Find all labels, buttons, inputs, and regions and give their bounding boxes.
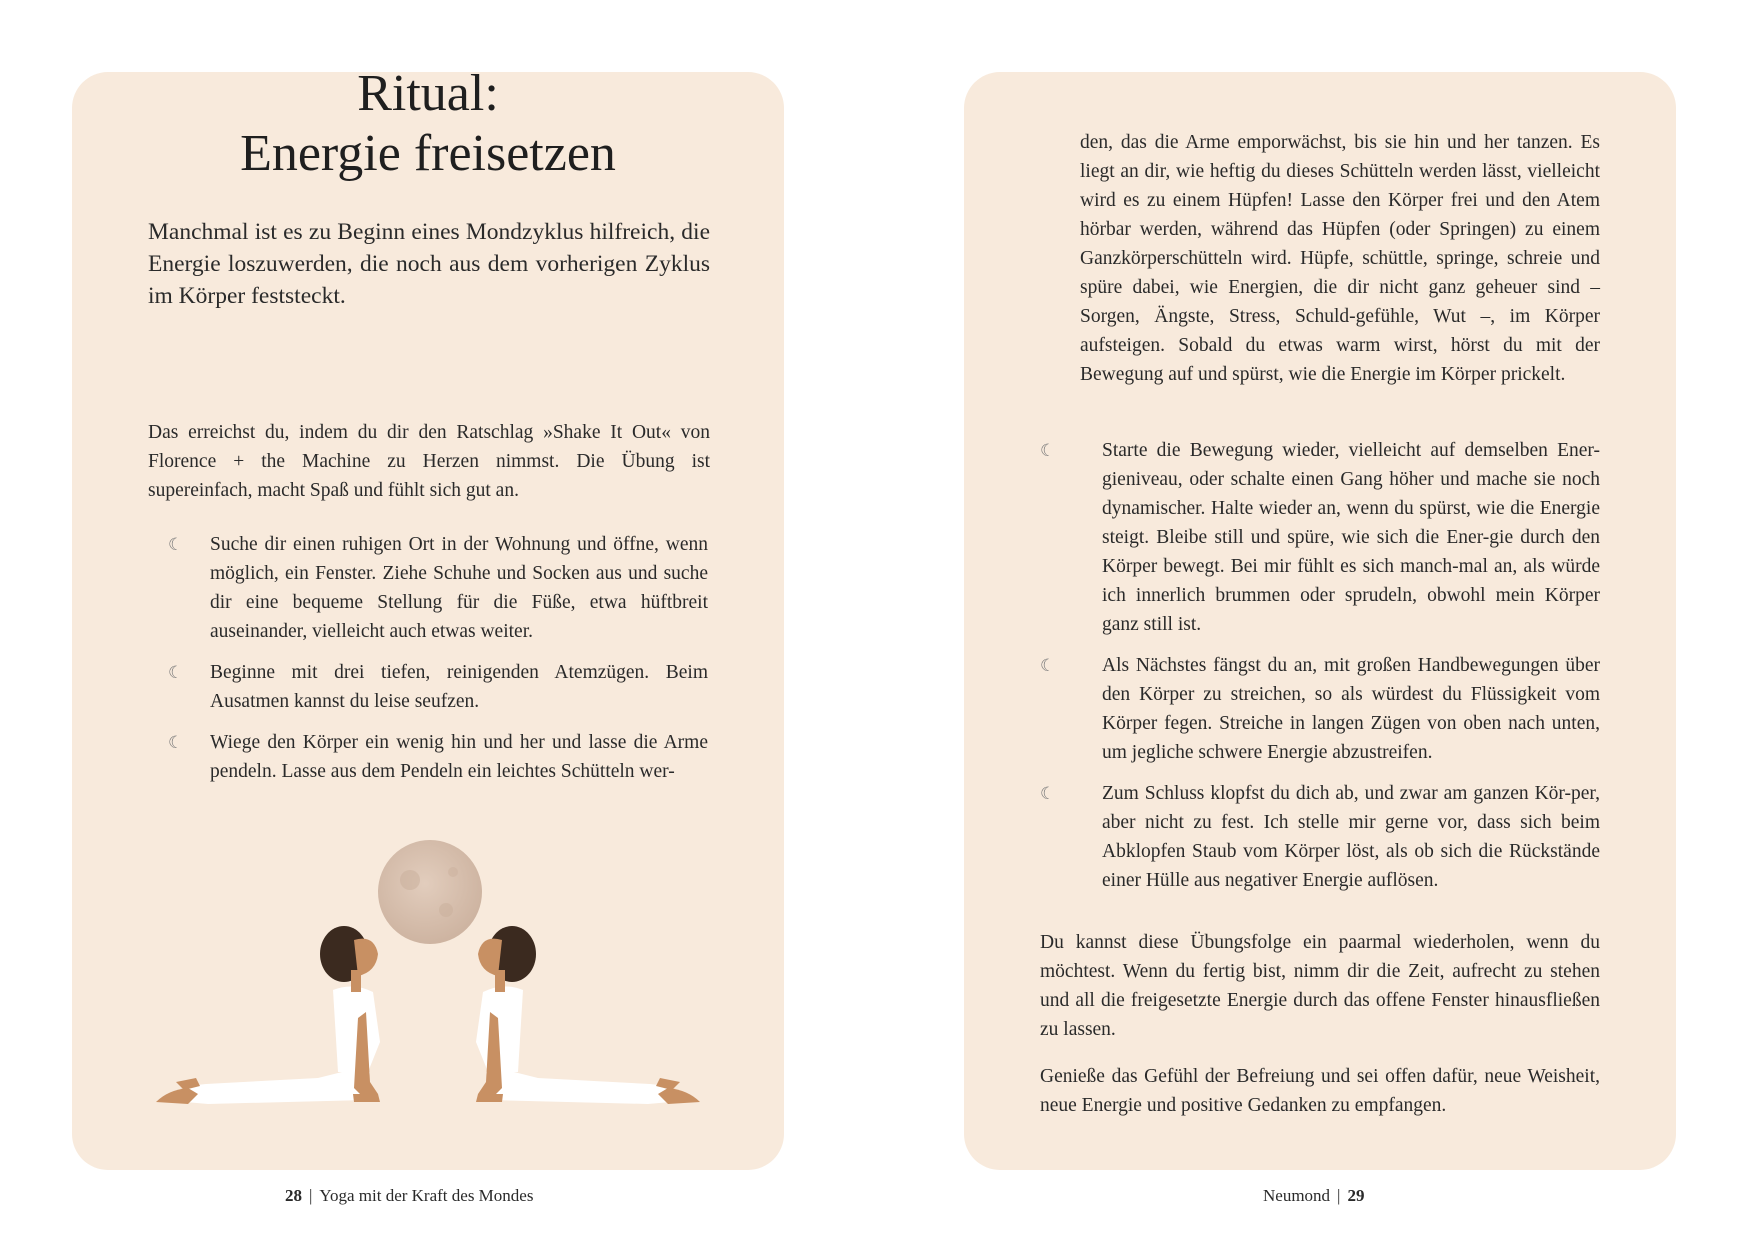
yoga-moon-illustration (148, 812, 708, 1152)
moon-bullet-icon: ☾ (168, 733, 184, 752)
list-item (168, 658, 708, 716)
list-item-text: Suche dir einen ruhigen Ort in der Wohnung und öffne, wenn möglich, ein Fenster. Ziehe Schuhe und Socken aus und suche dir eine bequeme Stellung für die Füße, etwa hüftbreit auseinander, vielleicht auch etwas weiter. (210, 534, 708, 642)
list-item (168, 530, 708, 646)
list-item (1040, 436, 1600, 639)
yoga-figure-right-icon (476, 926, 700, 1104)
footer-right (1263, 1186, 1364, 1206)
title-line-1: Ritual: (357, 65, 499, 122)
moon-bullet-icon: ☾ (1040, 656, 1056, 675)
list-item (168, 728, 708, 786)
list-item (1040, 651, 1600, 767)
running-title-right: Neumond (1263, 1186, 1331, 1205)
moon-bullet-icon: ☾ (1040, 784, 1056, 803)
list-item-text: Beginne mit drei tiefen, reinigenden Atemzügen. Beim Ausatmen kannst du leise seufzen. (210, 662, 708, 712)
footer-left (285, 1186, 533, 1206)
closing-paragraph-1: Du kannst diese Übungsfolge ein paarmal wiederholen, wenn du möchtest. Wenn du fertig bist, nimm dir die Zeit, aufrecht zu stehen und all die freigesetzte Energie durch das offene Fenster hinausfließen zu lassen. (1040, 932, 1600, 1040)
list-item-text: Starte die Bewegung wieder, vielleicht auf demselben Ener-gieniveau, oder schalte einen Gang höher und mache sie noch dynamischer. Halte wieder an, wenn du spürst, wie die Energie steigt. Bleibe still und spüre, wie sich die Ener-gie durch den Körper bewegt. Bei mir fühlt es sich manch-mal an, als würde ich innerlich brummen oder sprudeln, obwohl mein Körper ganz still ist. (1102, 440, 1600, 635)
list-item-text: Zum Schluss klopfst du dich ab, und zwar am ganzen Kör-per, aber nicht zu fest. Ich stelle mir gerne vor, dass sich beim Abklopfen Staub vom Körper löst, als ob sich die Rückstände einer Hülle aus negativer Energie auflösen. (1102, 783, 1600, 891)
right-bullet-list (1040, 436, 1600, 907)
list-item-text: Als Nächstes fängst du an, mit großen Handbewegungen über den Körper zu streichen, so als würdest du Flüssigkeit vom Körper fegen. Streiche in langen Zügen von oben nach unten, um jegliche schwere Energie abzustreifen. (1102, 655, 1600, 763)
lead-paragraph: Das erreichst du, indem du dir den Ratschlag »Shake It Out« von Florence + the Machine zu Herzen nimmst. Die Übung ist supereinfach, macht Spaß und fühlt sich gut an. (148, 422, 710, 501)
list-item (1040, 779, 1600, 895)
left-bullet-list (168, 530, 708, 798)
footer-separator: | (1337, 1186, 1341, 1205)
yoga-figure-left-icon (156, 926, 380, 1104)
list-item-text: Wiege den Körper ein wenig hin und her und lasse die Arme pendeln. Lasse aus dem Pendeln ein leichtes Schütteln wer- (210, 732, 708, 782)
page-title (72, 64, 784, 184)
page-number-left: 28 (285, 1186, 302, 1205)
moon-bullet-icon: ☾ (1040, 441, 1056, 460)
full-moon-icon (378, 840, 482, 944)
running-title-left: Yoga mit der Kraft des Mondes (319, 1186, 534, 1205)
closing-paragraph-2: Genieße das Gefühl der Befreiung und sei offen dafür, neue Weisheit, neue Energie und positive Gedanken zu empfangen. (1040, 1066, 1600, 1116)
intro-paragraph: Manchmal ist es zu Beginn eines Mondzyklus hilfreich, die Energie loszuwerden, die noch aus dem vorherigen Zyklus im Körper feststeckt. (148, 219, 710, 309)
title-line-2: Energie freisetzen (240, 125, 616, 182)
moon-bullet-icon: ☾ (168, 663, 184, 682)
continuation-paragraph: den, das die Arme emporwächst, bis sie hin und her tanzen. Es liegt an dir, wie heftig du dieses Schütteln werden lässt, vielleicht wird es zu einem Hüpfen! Lasse den Körper frei und den Atem hörbar werden, während das Hüpfen (oder Springen) zu einem Ganzkörperschütteln wird. Hüpfe, schüttle, springe, schreie und spüre dabei, wie Energien, die dir nicht ganz geheuer sind – Sorgen, Ängste, Stress, Schuld-gefühle, Wut –, im Körper aufsteigen. Sobald du etwas warm wirst, hörst du mit der Bewegung auf und spürst, wie die Energie im Körper prickelt. (1080, 132, 1600, 385)
moon-bullet-icon: ☾ (168, 535, 184, 554)
page-number-right: 29 (1347, 1186, 1365, 1205)
footer-separator: | (309, 1186, 313, 1205)
